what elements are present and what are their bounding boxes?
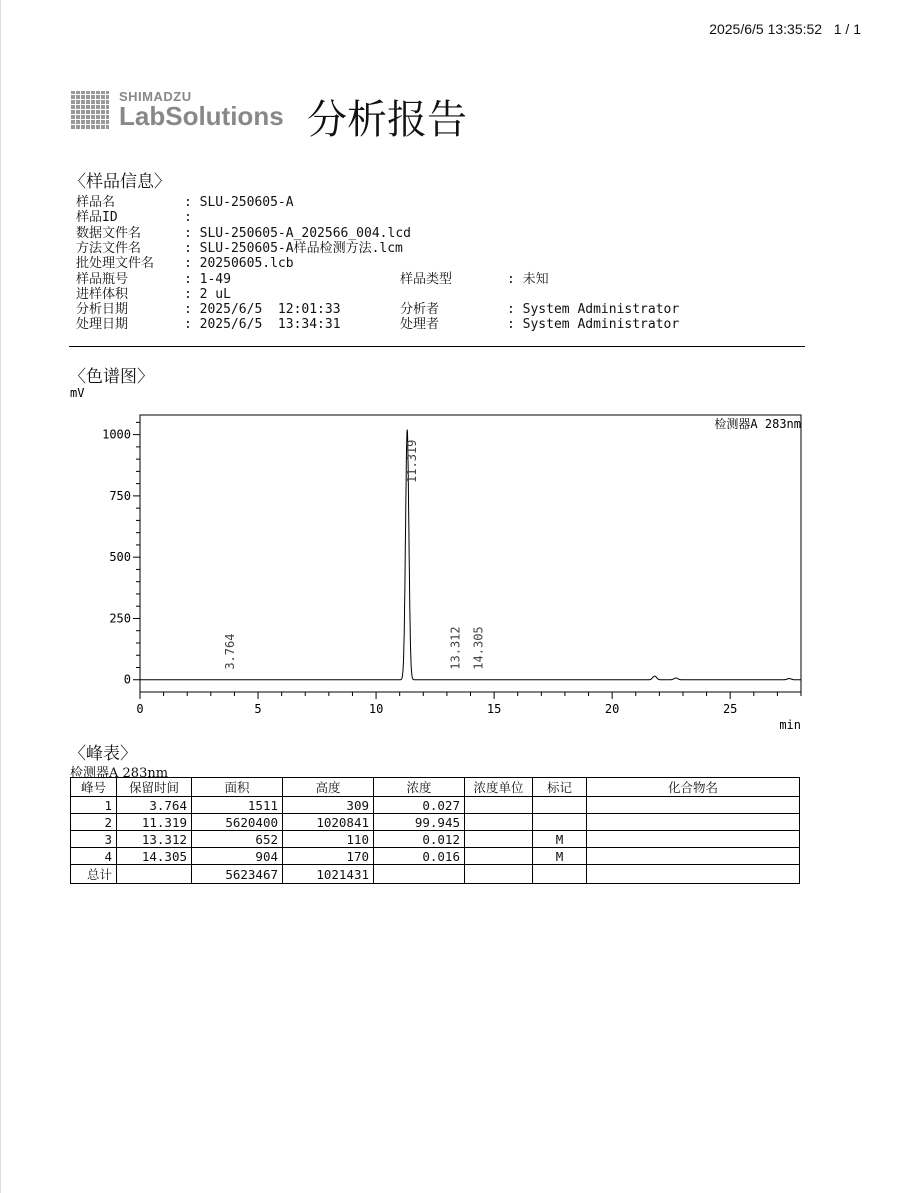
table-cell: 309	[283, 797, 374, 814]
table-cell: 110	[283, 831, 374, 848]
page-number: 1 / 1	[833, 21, 861, 37]
x-axis-label: min	[779, 718, 801, 732]
info-label: 进样体积	[76, 286, 129, 302]
table-cell	[465, 814, 533, 831]
table-cell: 652	[192, 831, 283, 848]
table-row	[71, 814, 800, 831]
table-row	[71, 797, 800, 814]
table-cell	[533, 797, 587, 814]
peak-table-heading: 〈峰表〉	[69, 744, 137, 764]
table-cell: 1020841	[283, 814, 374, 831]
table-cell: 1511	[192, 797, 283, 814]
table-cell: 99.945	[374, 814, 465, 831]
y-tick-label: 0	[123, 672, 131, 687]
table-cell	[587, 865, 800, 884]
info-label: 方法文件名	[76, 240, 142, 256]
report-title: 分析报告	[307, 97, 467, 143]
table-cell: 3	[71, 831, 117, 848]
y-tick-label: 250	[109, 611, 131, 626]
table-cell	[465, 865, 533, 884]
table-cell: 11.319	[117, 814, 192, 831]
column-header: 浓度	[374, 778, 465, 797]
info-label: 处理者	[400, 317, 440, 333]
info-value: : System Administrator	[507, 302, 680, 318]
table-cell	[533, 814, 587, 831]
peak-label: 11.319	[405, 439, 420, 483]
chromatogram-trace	[140, 430, 801, 680]
divider	[69, 346, 805, 347]
info-value: : 2025/6/5 12:01:33	[184, 302, 341, 318]
table-row	[71, 831, 800, 848]
sample-info-heading: 〈样品信息〉	[69, 172, 171, 192]
table-cell: 0.016	[374, 848, 465, 865]
info-label: 批处理文件名	[76, 256, 155, 272]
y-tick-label: 1000	[102, 427, 131, 442]
table-cell: 13.312	[117, 831, 192, 848]
table-cell: M	[533, 848, 587, 865]
info-value: :	[184, 210, 192, 226]
peak-table	[70, 777, 800, 884]
table-cell: 3.764	[117, 797, 192, 814]
table-cell	[587, 797, 800, 814]
info-label: 分析者	[400, 302, 440, 318]
info-value: : SLU-250605-A	[184, 195, 294, 210]
table-cell: M	[533, 831, 587, 848]
table-cell: 0.027	[374, 797, 465, 814]
x-tick-label: 15	[486, 702, 502, 716]
table-cell: 14.305	[117, 848, 192, 865]
table-cell	[533, 865, 587, 884]
brand-bottom: LabSolutions	[119, 101, 284, 131]
x-tick-label: 20	[604, 702, 620, 716]
plot-frame	[140, 415, 801, 692]
table-cell: 170	[283, 848, 374, 865]
y-tick-label: 750	[109, 488, 131, 503]
x-tick-label: 0	[136, 702, 144, 716]
table-cell	[587, 831, 800, 848]
column-header: 标记	[533, 778, 587, 797]
peak-label: 14.305	[471, 626, 486, 670]
table-cell	[117, 865, 192, 884]
detector-label: 检测器A 283nm	[70, 766, 169, 781]
print-timestamp: 2025/6/5 13:35:52 1 / 1	[709, 21, 861, 37]
table-cell	[374, 865, 465, 884]
info-value: : 未知	[507, 271, 549, 287]
peak-label: 13.312	[448, 626, 463, 670]
logo-grid-icon	[71, 91, 109, 129]
table-cell	[587, 814, 800, 831]
info-value: : 20250605.lcb	[184, 256, 294, 272]
column-header: 浓度单位	[465, 778, 533, 797]
info-value: : SLU-250605-A样品检测方法.lcm	[184, 240, 403, 256]
y-axis-label: mV	[70, 386, 85, 400]
info-label: 处理日期	[76, 317, 129, 333]
info-label: 样品瓶号	[76, 271, 129, 287]
table-row	[71, 865, 800, 884]
info-value: : System Administrator	[507, 317, 680, 333]
info-value: : 2025/6/5 13:34:31	[184, 317, 341, 333]
x-tick-label: 25	[722, 702, 738, 716]
info-label: 样品ID	[76, 210, 118, 226]
info-value: : 1-49	[184, 271, 231, 287]
table-cell: 总计	[71, 865, 117, 884]
shimadzu-logo	[71, 90, 284, 129]
table-cell	[465, 831, 533, 848]
sample-info	[76, 195, 776, 335]
info-label: 样品名	[76, 195, 116, 210]
info-label: 样品类型	[400, 271, 453, 287]
table-cell: 1021431	[283, 865, 374, 884]
column-header: 峰号	[71, 778, 117, 797]
table-cell: 904	[192, 848, 283, 865]
column-header: 面积	[192, 778, 283, 797]
table-cell: 4	[71, 848, 117, 865]
column-header: 化合物名	[587, 778, 800, 797]
table-cell: 5623467	[192, 865, 283, 884]
column-header: 保留时间	[117, 778, 192, 797]
table-cell: 2	[71, 814, 117, 831]
x-tick-label: 10	[368, 702, 384, 716]
table-row	[71, 848, 800, 865]
table-cell: 0.012	[374, 831, 465, 848]
brand-top: SHIMADZU	[119, 89, 192, 104]
table-cell	[465, 797, 533, 814]
info-label: 分析日期	[76, 302, 129, 318]
info-value: : 2 uL	[184, 286, 231, 302]
peak-label: 3.764	[222, 633, 237, 670]
table-cell	[587, 848, 800, 865]
x-tick-label: 5	[254, 702, 262, 716]
chromatogram-chart	[1, 380, 915, 740]
table-cell: 1	[71, 797, 117, 814]
table-cell: 5620400	[192, 814, 283, 831]
info-label: 数据文件名	[76, 225, 142, 241]
legend-label: 检测器A 283nm	[714, 417, 801, 431]
column-header: 高度	[283, 778, 374, 797]
chromatogram-heading: 〈色谱图〉	[69, 367, 154, 387]
info-value: : SLU-250605-A_202566_004.lcd	[184, 225, 411, 241]
table-cell	[465, 848, 533, 865]
y-tick-label: 500	[109, 550, 131, 565]
